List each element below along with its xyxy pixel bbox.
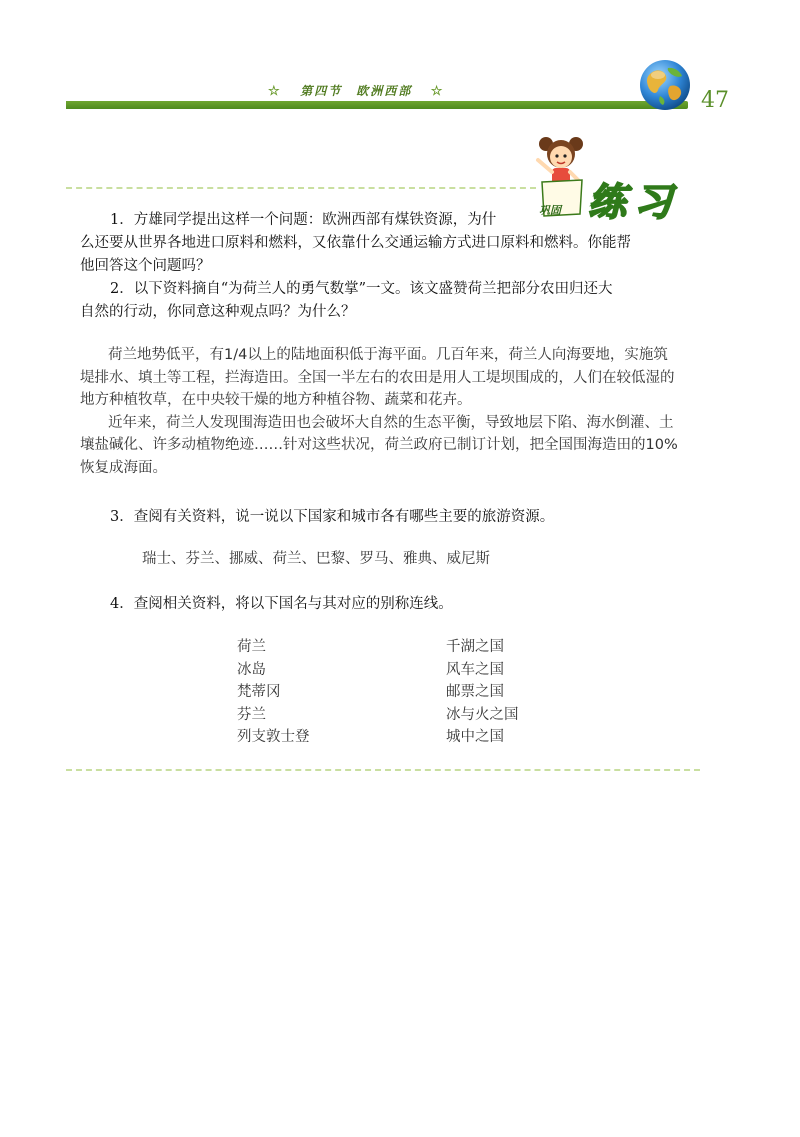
divider-bottom: [66, 769, 700, 771]
question-1-line-3: 他回答这个问题吗？: [80, 258, 211, 274]
question-1-line-2: 么还要从世界各地进口原料和燃料，又依靠什么交通运输方式进口原料和燃料。你能帮: [80, 235, 631, 251]
places-list: 瑞士、芬兰、挪威、荷兰、巴黎、罗马、雅典、威尼斯: [142, 551, 490, 567]
question-1-line-1: 1．方雄同学提出这样一个问题：欧洲西部有煤铁资源，为什: [110, 212, 497, 228]
nickname-item: 城中之国: [446, 729, 504, 746]
question-4: [80, 593, 680, 616]
star-icon: ☆: [268, 84, 282, 99]
section-header: [268, 82, 444, 99]
question-3-text: 3．查阅有关资料，说一说以下国家和城市各有哪些主要的旅游资源。: [110, 509, 555, 525]
country-list: [237, 636, 310, 749]
country-item: 冰岛: [237, 661, 266, 678]
question-1: [80, 209, 680, 278]
country-item: 梵蒂冈: [237, 684, 281, 701]
country-item: 荷兰: [237, 639, 266, 655]
section-title: 第四节 欧洲西部: [300, 84, 413, 98]
page-number: 47: [701, 88, 729, 113]
question-4-text: 4．查阅相关资料，将以下国名与其对应的别称连线。: [110, 596, 453, 612]
header-bar: [66, 101, 688, 109]
question-3: [80, 506, 680, 529]
passage-paragraph-1: 荷兰地势低平，有1/4以上的陆地面积低于海平面。几百年来，荷兰人向海要地，实施筑堤排水、填土等工程，拦海造田。全国一半左右的农田是用人工堤坝围成的，人们在较低湿的地方种植牧草，在中央较干燥的地方种植谷物、蔬菜和花卉。: [80, 347, 675, 408]
nickname-item: 邮票之国: [446, 684, 504, 701]
question-2-line-2: 自然的行动，你同意这种观点吗？为什么？: [80, 304, 356, 320]
question-2: [80, 278, 680, 324]
nickname-item: 风车之国: [446, 661, 504, 678]
badge-title: 练习: [588, 179, 681, 224]
reading-passage: [80, 344, 680, 479]
badge-small-text: 巩固: [539, 204, 561, 217]
nickname-item: 冰与火之国: [446, 706, 519, 723]
country-item: 芬兰: [237, 706, 266, 723]
divider-top: [66, 187, 536, 189]
nickname-item: 千湖之国: [446, 639, 504, 655]
star-icon: ☆: [430, 84, 445, 99]
globe-icon: [638, 58, 692, 112]
nickname-list: [446, 636, 519, 749]
passage-paragraph-2: 近年来，荷兰人发现围海造田也会破坏大自然的生态平衡，导致地层下陷、海水倒灌、土壤盐碱化、许多动植物绝迹……针对这些状况，荷兰政府已制订计划，把全国围海造田的10%恢复成海面。: [80, 414, 678, 476]
country-item: 列支敦士登: [237, 729, 310, 746]
question-2-line-1: 2．以下资料摘自“为荷兰人的勇气数掌”一文。该文盛赞荷兰把部分农田归还大: [110, 281, 613, 297]
